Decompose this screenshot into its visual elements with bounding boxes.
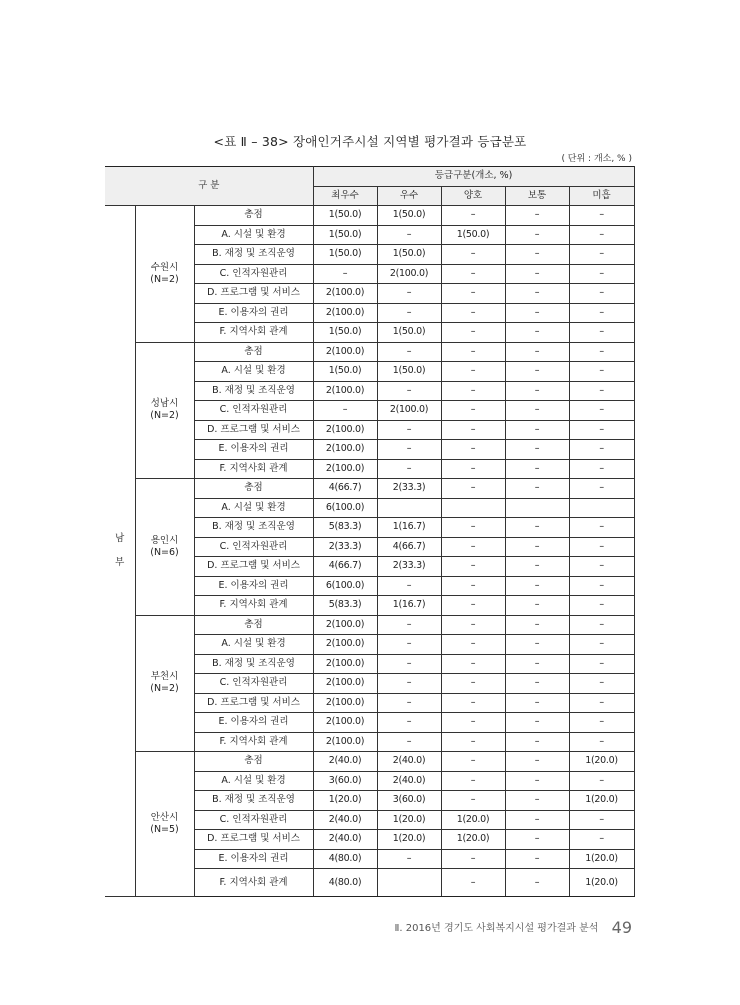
grade-cell: 6(100.0) — [313, 498, 377, 518]
grade-cell: 2(100.0) — [313, 459, 377, 479]
grade-header: 우수 — [377, 186, 441, 206]
criterion-label: D. 프로그램 및 서비스 — [194, 830, 313, 850]
header-row-1 — [105, 167, 634, 187]
table-title: <표 Ⅱ – 38> 장애인거주시설 지역별 평가결과 등급분포 — [213, 134, 527, 149]
grade-cell: – — [569, 674, 634, 694]
grade-cell: – — [441, 693, 505, 713]
grade-cell: – — [569, 576, 634, 596]
grade-cell: – — [505, 557, 569, 577]
grade-cell: – — [569, 284, 634, 304]
region-cell — [135, 206, 194, 343]
grade-cell: 1(50.0) — [377, 323, 441, 343]
criterion-label: C. 인적자원관리 — [194, 537, 313, 557]
criterion-label: E. 이용자의 권리 — [194, 440, 313, 460]
criterion-label: E. 이용자의 권리 — [194, 849, 313, 869]
grade-cell: 1(20.0) — [569, 869, 634, 897]
grade-cell: 2(100.0) — [313, 635, 377, 655]
grade-cell: – — [505, 830, 569, 850]
grade-cell: – — [569, 654, 634, 674]
grade-cell — [441, 498, 505, 518]
grade-cell: – — [569, 732, 634, 752]
grade-cell: 5(83.3) — [313, 596, 377, 616]
grade-cell: 4(66.7) — [377, 537, 441, 557]
criterion-label: F. 지역사회 관계 — [194, 596, 313, 616]
grade-cell: – — [505, 654, 569, 674]
grade-cell: – — [569, 693, 634, 713]
grade-cell: 2(100.0) — [313, 693, 377, 713]
grade-cell: – — [505, 752, 569, 772]
table-body — [105, 167, 634, 897]
grade-cell: 2(33.3) — [377, 557, 441, 577]
criterion-label: C. 인적자원관리 — [194, 401, 313, 421]
grade-cell: – — [441, 771, 505, 791]
grade-cell: – — [377, 576, 441, 596]
footer-text: Ⅱ. 2016년 경기도 사회복지시설 평가결과 분석 — [394, 923, 599, 934]
grade-cell: – — [441, 284, 505, 304]
grade-cell: 1(20.0) — [441, 830, 505, 850]
grade-cell: – — [441, 654, 505, 674]
grade-cell: – — [313, 264, 377, 284]
grade-cell: – — [505, 537, 569, 557]
grade-cell: 2(40.0) — [313, 810, 377, 830]
grade-cell: – — [569, 615, 634, 635]
grade-cell: 1(50.0) — [313, 225, 377, 245]
grade-cell: 2(40.0) — [313, 752, 377, 772]
region-name: 용인시 — [150, 534, 179, 546]
grade-cell: – — [569, 518, 634, 538]
grade-cell: 3(60.0) — [313, 771, 377, 791]
grade-cell: 4(80.0) — [313, 849, 377, 869]
grade-cell: 2(100.0) — [313, 342, 377, 362]
criterion-label: D. 프로그램 및 서비스 — [194, 557, 313, 577]
grade-cell: – — [377, 674, 441, 694]
criterion-label: C. 인적자원관리 — [194, 674, 313, 694]
criterion-label: B. 재정 및 조직운영 — [194, 518, 313, 538]
grade-cell: – — [377, 459, 441, 479]
grade-cell: 2(100.0) — [313, 420, 377, 440]
criterion-label: C. 인적자원관리 — [194, 810, 313, 830]
region-cell — [135, 342, 194, 479]
grade-cell: – — [505, 693, 569, 713]
grade-cell: – — [377, 635, 441, 655]
grade-cell: – — [441, 869, 505, 897]
grade-cell: – — [441, 791, 505, 811]
table-row — [105, 206, 634, 226]
grade-cell: – — [441, 576, 505, 596]
table-row — [105, 342, 634, 362]
zone-label — [115, 527, 124, 575]
grade-cell: – — [505, 284, 569, 304]
grade-cell: – — [441, 596, 505, 616]
grade-cell: 1(50.0) — [441, 225, 505, 245]
grade-cell: – — [377, 342, 441, 362]
grade-cell: 4(80.0) — [313, 869, 377, 897]
table-row — [105, 752, 634, 772]
grade-cell: – — [377, 615, 441, 635]
grade-cell: 2(100.0) — [313, 713, 377, 733]
criterion-label: B. 재정 및 조직운영 — [194, 381, 313, 401]
grade-cell: – — [505, 518, 569, 538]
zone-char: 남 — [115, 533, 125, 544]
zone-char: 부 — [115, 557, 125, 568]
grade-cell: – — [441, 518, 505, 538]
region-count: (N=6) — [150, 546, 179, 558]
grade-cell: – — [505, 615, 569, 635]
grade-cell: – — [441, 479, 505, 499]
grade-cell: – — [377, 732, 441, 752]
grade-cell: – — [569, 830, 634, 850]
grade-cell: – — [505, 323, 569, 343]
grade-cell: 1(50.0) — [313, 362, 377, 382]
grade-cell: 1(16.7) — [377, 596, 441, 616]
grade-cell — [569, 498, 634, 518]
grade-cell: 2(40.0) — [377, 771, 441, 791]
grade-cell: – — [505, 576, 569, 596]
grade-cell: – — [441, 401, 505, 421]
criterion-label: A. 시설 및 환경 — [194, 498, 313, 518]
grade-header: 미흡 — [569, 186, 634, 206]
grade-cell: 1(20.0) — [441, 810, 505, 830]
grade-cell: – — [377, 849, 441, 869]
table-row — [105, 615, 634, 635]
grade-cell: – — [505, 596, 569, 616]
grade-cell — [377, 869, 441, 897]
grade-cell: – — [569, 810, 634, 830]
grade-cell: – — [441, 849, 505, 869]
region-cell — [135, 479, 194, 616]
grade-cell: – — [569, 713, 634, 733]
grade-cell: 1(20.0) — [377, 830, 441, 850]
grade-cell: 2(100.0) — [313, 381, 377, 401]
zone-cell — [105, 206, 135, 897]
grade-cell: – — [441, 557, 505, 577]
grade-cell: – — [569, 537, 634, 557]
criterion-label: A. 시설 및 환경 — [194, 635, 313, 655]
grade-cell: 2(100.0) — [313, 654, 377, 674]
grade-cell: – — [505, 635, 569, 655]
grade-cell: – — [441, 732, 505, 752]
grade-distribution-table — [105, 166, 635, 897]
grade-cell: – — [505, 810, 569, 830]
grade-cell: – — [569, 479, 634, 499]
criterion-label: C. 인적자원관리 — [194, 264, 313, 284]
grade-cell: 2(100.0) — [313, 303, 377, 323]
criterion-label: F. 지역사회 관계 — [194, 732, 313, 752]
grade-cell: – — [441, 674, 505, 694]
grade-cell: – — [441, 245, 505, 265]
page-footer — [394, 918, 632, 937]
category-header: 구 분 — [105, 167, 313, 206]
grade-cell: – — [505, 732, 569, 752]
grade-cell: 2(100.0) — [313, 284, 377, 304]
criterion-label: D. 프로그램 및 서비스 — [194, 284, 313, 304]
grade-cell: – — [377, 420, 441, 440]
grade-cell: – — [441, 206, 505, 226]
grade-cell: 2(33.3) — [313, 537, 377, 557]
criterion-label: A. 시설 및 환경 — [194, 362, 313, 382]
criterion-label: 총점 — [194, 479, 313, 499]
region-cell — [135, 615, 194, 752]
grade-cell: 1(16.7) — [377, 518, 441, 538]
grade-cell: – — [377, 440, 441, 460]
grade-cell: – — [441, 303, 505, 323]
grade-cell: – — [441, 420, 505, 440]
grade-cell — [505, 498, 569, 518]
criterion-label: A. 시설 및 환경 — [194, 225, 313, 245]
grade-cell: – — [505, 791, 569, 811]
grade-cell: 1(20.0) — [377, 810, 441, 830]
grade-cell: 1(20.0) — [569, 752, 634, 772]
grade-cell: – — [505, 713, 569, 733]
grade-cell: – — [569, 771, 634, 791]
grade-cell: – — [505, 381, 569, 401]
grade-cell: – — [569, 459, 634, 479]
grade-cell: – — [505, 869, 569, 897]
criterion-label: E. 이용자의 권리 — [194, 303, 313, 323]
grade-cell: – — [569, 381, 634, 401]
grade-cell: 1(50.0) — [313, 323, 377, 343]
grade-cell: – — [569, 225, 634, 245]
grade-cell: – — [441, 342, 505, 362]
region-name: 성남시 — [150, 398, 179, 410]
grade-cell: 1(20.0) — [569, 791, 634, 811]
grade-cell: – — [441, 713, 505, 733]
grade-cell: – — [569, 401, 634, 421]
criterion-label: E. 이용자의 권리 — [194, 576, 313, 596]
grade-cell: – — [441, 537, 505, 557]
grade-cell: 2(100.0) — [313, 674, 377, 694]
grade-cell: 1(50.0) — [377, 245, 441, 265]
grade-cell: – — [377, 225, 441, 245]
grade-cell: – — [505, 401, 569, 421]
grade-cell: 2(40.0) — [313, 830, 377, 850]
grade-cell: – — [505, 479, 569, 499]
grade-cell: – — [569, 557, 634, 577]
criterion-label: 총점 — [194, 342, 313, 362]
criterion-label: F. 지역사회 관계 — [194, 459, 313, 479]
criterion-label: 총점 — [194, 752, 313, 772]
grade-cell: – — [505, 420, 569, 440]
grade-cell — [377, 498, 441, 518]
grade-cell: – — [505, 362, 569, 382]
grade-cell: – — [441, 362, 505, 382]
grade-cell: – — [569, 342, 634, 362]
criterion-label: F. 지역사회 관계 — [194, 323, 313, 343]
criterion-label: 총점 — [194, 615, 313, 635]
grade-cell: 2(100.0) — [377, 264, 441, 284]
grade-cell: – — [505, 264, 569, 284]
grade-cell: 2(100.0) — [313, 615, 377, 635]
grade-cell: 1(50.0) — [377, 362, 441, 382]
region-name: 부천시 — [150, 671, 179, 683]
grade-cell: 2(33.3) — [377, 479, 441, 499]
criterion-label: B. 재정 및 조직운영 — [194, 654, 313, 674]
grade-cell: – — [377, 381, 441, 401]
grade-cell: – — [377, 303, 441, 323]
grade-cell: – — [569, 420, 634, 440]
criterion-label: 총점 — [194, 206, 313, 226]
grade-cell: – — [313, 401, 377, 421]
grade-cell: – — [377, 284, 441, 304]
criterion-label: E. 이용자의 권리 — [194, 713, 313, 733]
grade-cell: – — [505, 206, 569, 226]
grade-cell: 1(50.0) — [313, 245, 377, 265]
region-count: (N=2) — [150, 273, 179, 285]
region-count: (N=2) — [150, 410, 179, 422]
grade-cell: – — [377, 693, 441, 713]
grade-cell: – — [441, 635, 505, 655]
grade-cell: – — [569, 206, 634, 226]
grade-cell: 1(50.0) — [313, 206, 377, 226]
grade-cell: – — [441, 440, 505, 460]
grade-cell: – — [569, 264, 634, 284]
grade-cell: – — [505, 459, 569, 479]
grade-cell: – — [505, 849, 569, 869]
grade-cell: – — [505, 674, 569, 694]
grade-cell: – — [441, 323, 505, 343]
table-row — [105, 479, 634, 499]
grade-header: 보통 — [505, 186, 569, 206]
grade-cell: – — [569, 323, 634, 343]
grade-cell: – — [441, 615, 505, 635]
grade-cell: – — [505, 342, 569, 362]
region-name: 수원시 — [150, 261, 179, 273]
grade-cell: – — [505, 245, 569, 265]
grade-group-header: 등급구분(개소, %) — [313, 167, 634, 187]
grade-cell: 2(100.0) — [313, 440, 377, 460]
criterion-label: A. 시설 및 환경 — [194, 771, 313, 791]
grade-cell: 1(50.0) — [377, 206, 441, 226]
grade-cell: 3(60.0) — [377, 791, 441, 811]
grade-cell: – — [441, 264, 505, 284]
region-count: (N=5) — [150, 824, 179, 835]
criterion-label: D. 프로그램 및 서비스 — [194, 693, 313, 713]
criterion-label: F. 지역사회 관계 — [194, 869, 313, 897]
grade-cell: – — [441, 381, 505, 401]
grade-cell: 2(100.0) — [377, 401, 441, 421]
grade-cell: 5(83.3) — [313, 518, 377, 538]
grade-cell: 1(20.0) — [569, 849, 634, 869]
grade-cell: 4(66.7) — [313, 557, 377, 577]
grade-cell: 2(100.0) — [313, 732, 377, 752]
grade-header: 양호 — [441, 186, 505, 206]
grade-cell: – — [377, 713, 441, 733]
grade-cell: – — [377, 654, 441, 674]
grade-header: 최우수 — [313, 186, 377, 206]
grade-cell: – — [569, 362, 634, 382]
grade-cell: – — [505, 303, 569, 323]
grade-cell: – — [569, 245, 634, 265]
grade-cell: – — [505, 440, 569, 460]
criterion-label: B. 재정 및 조직운영 — [194, 245, 313, 265]
grade-cell: – — [569, 596, 634, 616]
grade-cell: – — [441, 459, 505, 479]
grade-cell: 6(100.0) — [313, 576, 377, 596]
grade-cell: – — [569, 303, 634, 323]
grade-cell: – — [569, 440, 634, 460]
region-count: (N=2) — [150, 683, 179, 695]
grade-cell: 2(40.0) — [377, 752, 441, 772]
grade-cell: – — [505, 771, 569, 791]
grade-cell: – — [505, 225, 569, 245]
grade-cell: 4(66.7) — [313, 479, 377, 499]
page-number: 49 — [611, 918, 632, 937]
grade-cell: – — [569, 635, 634, 655]
region-cell — [135, 752, 194, 897]
unit-note: ( 단위 : 개소, % ) — [561, 154, 632, 164]
criterion-label: D. 프로그램 및 서비스 — [194, 420, 313, 440]
region-name: 안산시 — [150, 812, 179, 823]
grade-cell: 1(20.0) — [313, 791, 377, 811]
grade-cell: – — [441, 752, 505, 772]
criterion-label: B. 재정 및 조직운영 — [194, 791, 313, 811]
